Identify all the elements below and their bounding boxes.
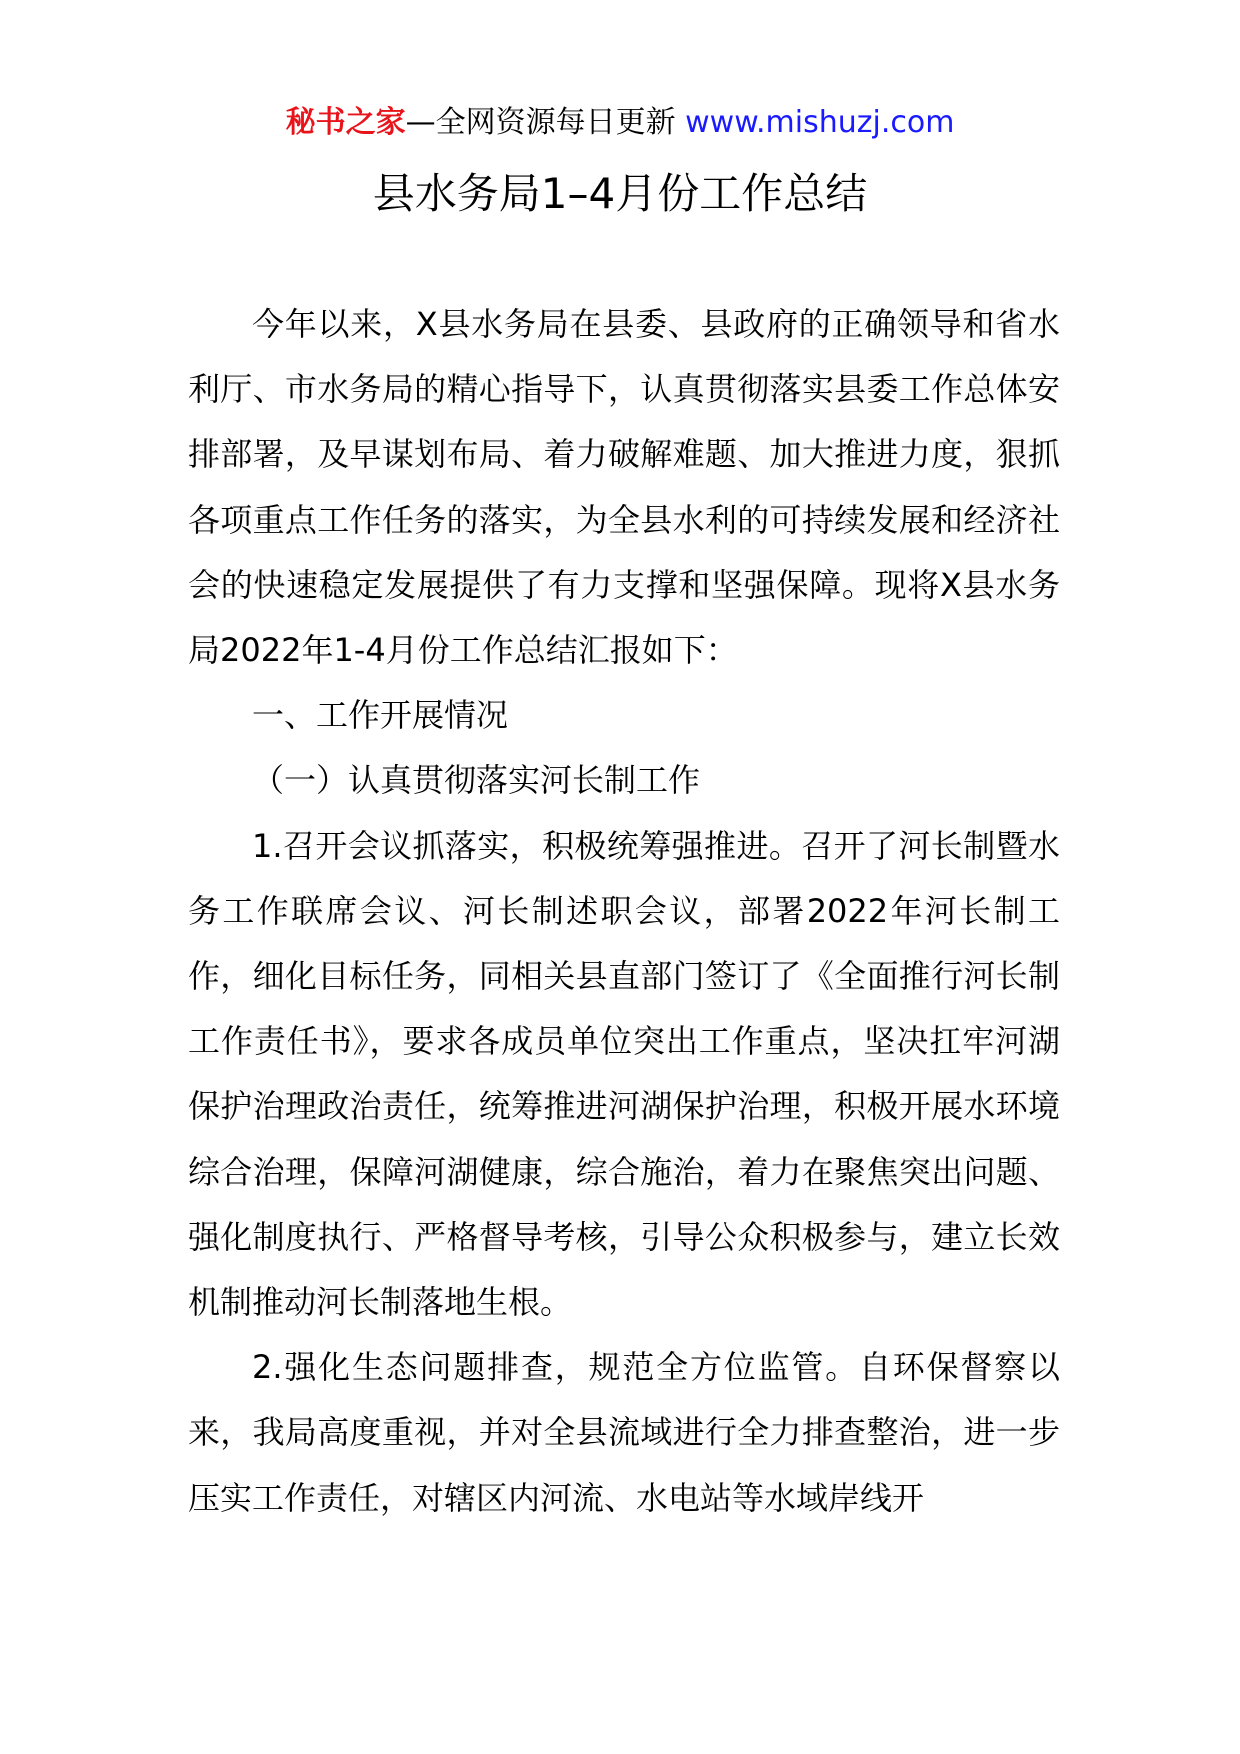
item-paragraph-2: 2.强化生态问题排查，规范全方位监管。自环保督察以来，我局高度重视，并对全县流域进行全力排查整治，进一步压实工作责任，对辖区内河流、水电站等水域岸线开 xyxy=(188,1348,1060,1517)
site-url-link[interactable]: www.mishuzj.com xyxy=(685,105,955,140)
subsection-heading: （一）认真贯彻落实河长制工作 xyxy=(252,761,701,800)
document-title: 县水务局1–4月份工作总结 xyxy=(372,169,868,218)
item-paragraph-1: 1.召开会议抓落实，积极统筹强推进。召开了河长制暨水务工作联席会议、河长制述职会议，部署2022年河长制工作，细化目标任务，同相关县直部门签订了《全面推行河长制工作责任书》，要求各成员单位突出工作重点，坚决扛牢河湖保护治理政治责任，统筹推进河湖保护治理，积极开展水环境综合治理，保障河湖健康，综合施治，着力在聚焦突出问题、强化制度执行、严格督导考核，引导公众积极参与，建立长效机制推动河长制落地生根。 xyxy=(188,826,1060,1322)
brand-name: 秘书之家 xyxy=(285,105,406,140)
section-heading: 一、工作开展情况 xyxy=(252,696,509,735)
intro-paragraph: 今年以来，X县水务局在县委、县政府的正确领导和省水利厅、市水务局的精心指导下，认真贯彻落实县委工作总体安排部署，及早谋划布局、着力破解难题、加大推进力度，狠抓各项重点工作任务的落实，为全县水利的可持续发展和经济社会的快速稳定发展提供了有力支撑和坚强保障。现将X县水务局2022年1-4月份工作总结汇报如下： xyxy=(188,305,1060,670)
document-body xyxy=(188,292,1060,1531)
page-header xyxy=(0,101,1240,145)
header-slogan: —全网资源每日更新 xyxy=(405,105,676,140)
